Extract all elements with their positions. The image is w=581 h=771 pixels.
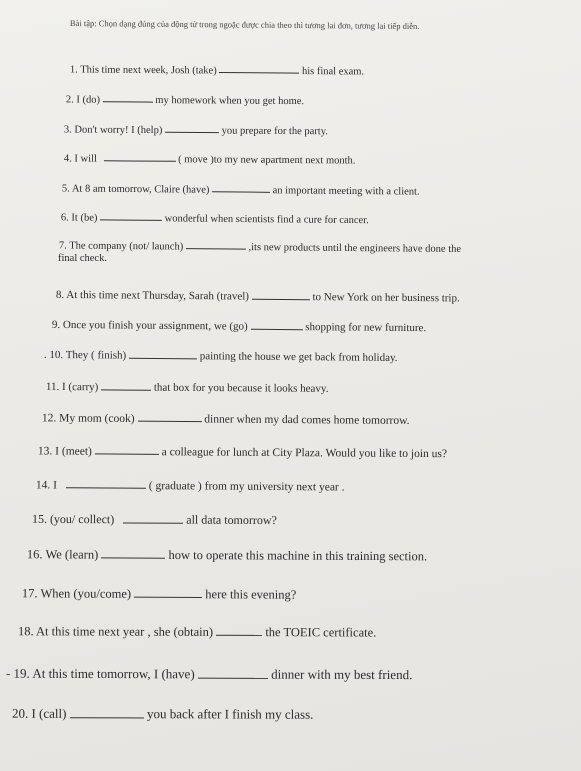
question-text: ( move )to my new apartment next month. (178, 154, 356, 167)
question-16 (27, 546, 427, 564)
question-2 (66, 92, 304, 107)
answer-blank[interactable] (104, 151, 176, 162)
question-text: the TOEIC certificate. (265, 625, 377, 640)
question-12 (42, 410, 410, 427)
question-text: dinner with my best friend. (271, 666, 413, 683)
question-text: 17. When (you/come) (21, 586, 132, 601)
question-text: 5. At 8 am tomorrow, Claire (have) (61, 183, 210, 196)
answer-blank[interactable] (129, 348, 197, 359)
answer-blank[interactable] (137, 411, 201, 423)
answer-blank[interactable] (95, 443, 159, 455)
answer-blank[interactable] (216, 624, 262, 636)
question-text: ,its new products until the engineers have done the (248, 242, 462, 255)
exercise-instruction: Bài tập: Chọn dạng đúng của động từ trong ngoặc được chia theo thì tương lai đơn, tương lai tiếp diễn. (69, 18, 420, 32)
answer-blank[interactable] (134, 586, 202, 599)
question-text: ( graduate ) from my university next year . (148, 480, 345, 494)
answer-blank[interactable] (250, 319, 302, 330)
question-text: wonderful when scientists find a cure for cancer. (164, 213, 369, 227)
question-text: 8. At this time next Thursday, Sarah (travel) (55, 288, 250, 303)
answer-blank[interactable] (66, 477, 146, 489)
answer-blank[interactable] (212, 182, 270, 193)
question-text: dinner when my dad comes home tomorrow. (204, 413, 410, 427)
question-text: 13. I (meet) (37, 445, 92, 458)
question-text: 7. The company (not/ launch) (58, 240, 184, 253)
answer-blank[interactable] (123, 511, 183, 523)
question-19 (6, 665, 412, 683)
question-text: 9. Once you finish your assignment, we (go) (51, 318, 248, 333)
answer-blank[interactable] (70, 705, 144, 718)
question-text: 20. I (call) (11, 705, 67, 721)
answer-blank[interactable] (252, 289, 310, 300)
question-text: 14. I (35, 479, 58, 492)
question-text: 3. Don't worry! I (help) (63, 124, 163, 137)
question-text: an important meeting with a client. (272, 185, 420, 198)
question-20 (12, 705, 314, 723)
question-1 (70, 62, 364, 77)
question-text: you prepare for the party. (221, 125, 328, 138)
question-text: to New York on her business trip. (312, 291, 460, 305)
question-text: you back after I finish my class. (146, 706, 314, 722)
question-9 (52, 317, 426, 334)
answer-blank[interactable] (101, 546, 165, 559)
question-text: that box for you because it looks heavy. (153, 381, 329, 395)
question-text: 6. It (be) (60, 212, 98, 224)
question-text: 11. I (carry) (45, 380, 99, 394)
question-text: 15. (you/ collect) (31, 511, 115, 527)
question-text: final check. (58, 253, 107, 264)
question-text: 18. At this time next year , she (obtain) (17, 624, 214, 639)
question-14 (36, 477, 345, 493)
answer-blank[interactable] (101, 379, 151, 390)
question-3 (64, 122, 328, 137)
question-18 (18, 623, 376, 641)
question-7 (59, 238, 461, 255)
question-text: all data tomorrow? (186, 512, 277, 528)
question-text: 1. This time next week, Josh (take) (69, 64, 217, 77)
answer-blank[interactable] (165, 123, 219, 134)
question-text: 16. We (learn) (26, 547, 99, 562)
question-text: here this evening? (205, 587, 297, 602)
answer-blank[interactable] (103, 92, 153, 103)
question-text: . 10. They ( finish) (43, 348, 127, 362)
question-17 (22, 585, 296, 603)
question-text: painting the house we get back from holiday. (199, 350, 398, 364)
question-7-continued (58, 253, 107, 264)
question-10 (44, 347, 398, 364)
question-4 (64, 151, 356, 166)
question-11 (46, 379, 329, 395)
answer-blank[interactable] (100, 210, 162, 221)
question-text: a colleague for lunch at City Plaza. Would you like to join us? (161, 446, 448, 461)
answer-blank[interactable] (219, 63, 299, 74)
question-text: 4. I will (63, 153, 97, 165)
question-text: 12. My mom (cook) (41, 412, 135, 425)
question-text: my homework when you get home. (155, 95, 305, 108)
question-15 (32, 511, 277, 528)
question-13 (38, 443, 447, 460)
question-6 (61, 210, 369, 226)
question-text: his final exam. (301, 66, 365, 78)
answer-blank[interactable] (198, 666, 268, 679)
question-text: shopping for new furniture. (305, 321, 427, 335)
question-5 (62, 181, 420, 198)
question-text: - 19. At this time tomorrow, I (have) (5, 665, 195, 682)
question-text: how to operate this machine in this training section. (168, 547, 428, 564)
question-text: 2. I (do) (65, 94, 101, 106)
question-8 (56, 287, 460, 304)
answer-blank[interactable] (186, 239, 246, 250)
